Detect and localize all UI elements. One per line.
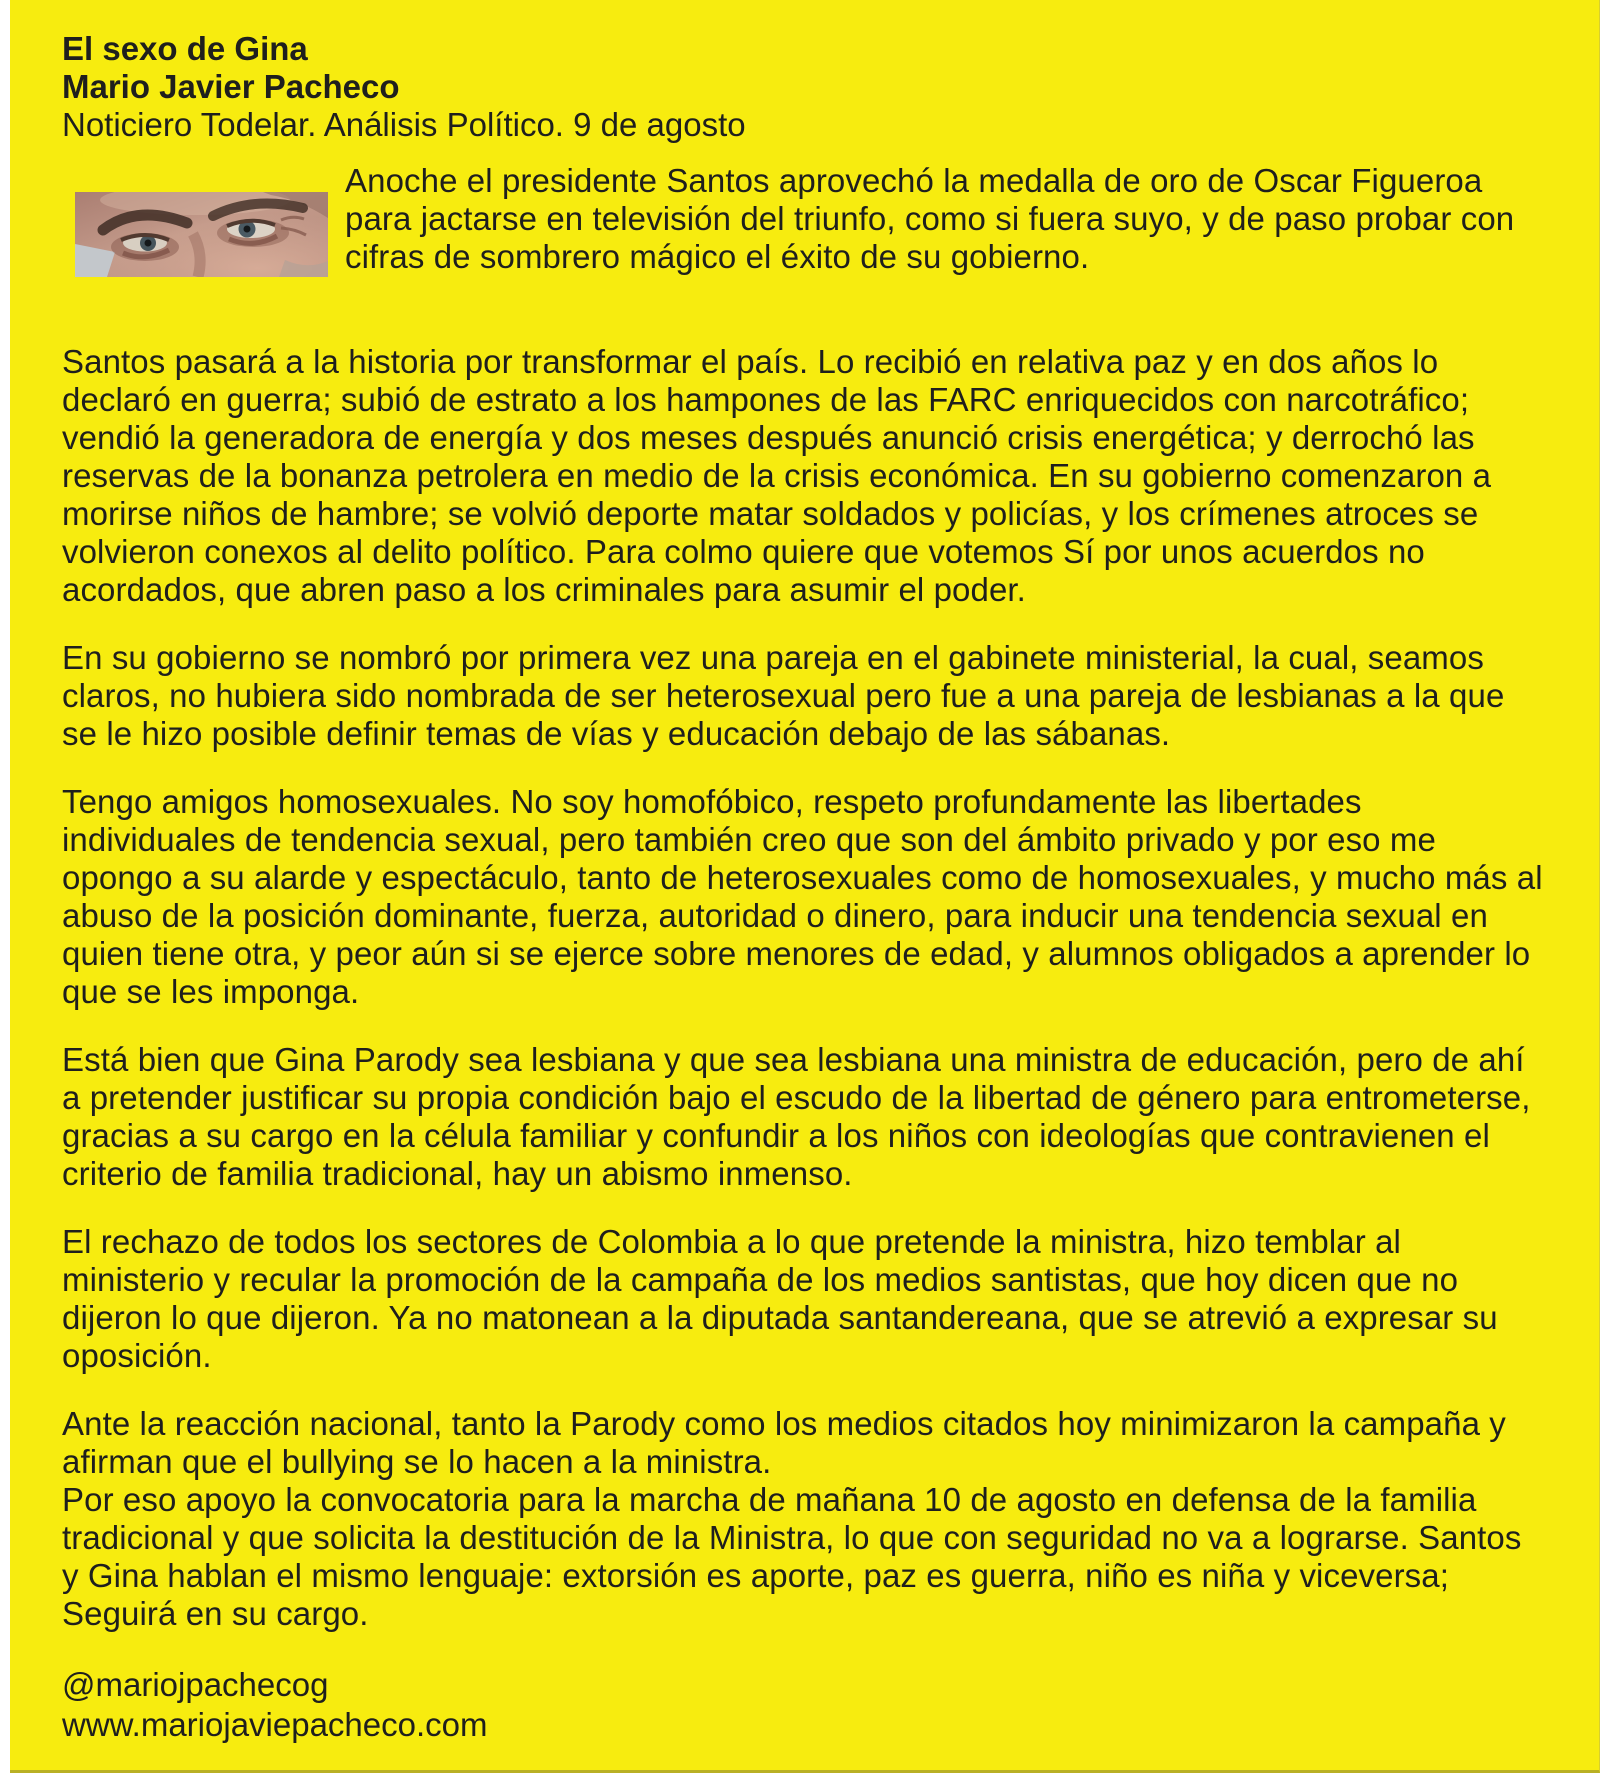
article-subtitle: Noticiero Todelar. Análisis Político. 9 de agosto — [62, 106, 746, 143]
paragraph-lead — [62, 162, 1544, 287]
paragraph-marcha: Por eso apoyo la convocatoria para la marcha de mañana 10 de agosto en defensa de la familia tradicional y que solicita la destitución de la Ministra, lo que con seguridad no va a lograrse. Santos y Gina hablan el mismo lenguaje: extorsión es aporte, paz es guerra, niño es niña y viceversa; Seguirá en su cargo. — [62, 1481, 1522, 1632]
paragraph-gina-parody: Está bien que Gina Parody sea lesbiana y que sea lesbiana una ministra de educación, pero de ahí a pretender justificar su propia condición bajo el escudo de la libertad de género para entrometerse, gracias a su cargo en la célula familiar y confundir a los niños con ideologías que contravienen el criterio de familia tradicional, hay un abismo inmenso. — [62, 1041, 1531, 1192]
article-header — [62, 30, 1544, 144]
article-title: El sexo de Gina — [62, 30, 308, 67]
article-author: Mario Javier Pacheco — [62, 68, 400, 105]
article-footer — [62, 1665, 1544, 1745]
article-page — [10, 0, 1600, 1773]
paragraph-reaccion: Ante la reacción nacional, tanto la Parody como los medios citados hoy minimizaron la campaña y afirman que el bullying se lo hacen a la ministra. — [62, 1405, 1506, 1480]
paragraph-lead-text: Anoche el presidente Santos aprovechó la medalla de oro de Oscar Figueroa para jactarse en televisión del triunfo, como si fuera suyo, y de paso probar con cifras de sombrero mágico el éxito de su gobierno. — [345, 162, 1515, 275]
website-url: www.mariojaviepacheco.com — [62, 1706, 488, 1743]
santos-eyes-photo — [75, 192, 328, 277]
twitter-handle: @mariojpachecog — [62, 1666, 329, 1703]
paragraph-gabinete: En su gobierno se nombró por primera vez una pareja en el gabinete ministerial, la cual, seamos claros, no hubiera sido nombrada de ser heterosexual pero fue a una pareja de lesbianas a la que se le hizo posible definir temas de vías y educación debajo de las sábanas. — [62, 639, 1505, 752]
paragraph-amigos: Tengo amigos homosexuales. No soy homofóbico, respeto profundamente las libertades individuales de tendencia sexual, pero también creo que son del ámbito privado y por eso me opongo a su alarde y espectáculo, tanto de heterosexuales como de homosexuales, y mucho más al abuso de la posición dominante, fuerza, autoridad o dinero, para inducir una tendencia sexual en quien tiene otra, y peor aún si se ejerce sobre menores de edad, y alumnos obligados a aprender lo que se les imponga. — [62, 783, 1543, 1010]
paragraph-rechazo: El rechazo de todos los sectores de Colombia a lo que pretende la ministra, hizo temblar al ministerio y recular la promoción de la campaña de los medios santistas, que hoy dicen que no dijeron lo que dijeron. Ya no matonean a la diputada santandereana, que se atrevió a expresar su oposición. — [62, 1223, 1498, 1374]
paragraph-santos-history: Santos pasará a la historia por transformar el país. Lo recibió en relativa paz y en dos años lo declaró en guerra; subió de estrato a los hampones de las FARC enriquecidos con narcotráfico; vendió la generadora de energía y dos meses después anunció crisis energética; y derrochó las reservas de la bonanza petrolera en medio de la crisis económica. En su gobierno comenzaron a morirse niños de hambre; se volvió deporte matar soldados y policías, y los crímenes atroces se volvieron conexos al delito político. Para colmo quiere que votemos Sí por unos acuerdos no acordados, que abren paso a los criminales para asumir el poder. — [62, 343, 1492, 608]
